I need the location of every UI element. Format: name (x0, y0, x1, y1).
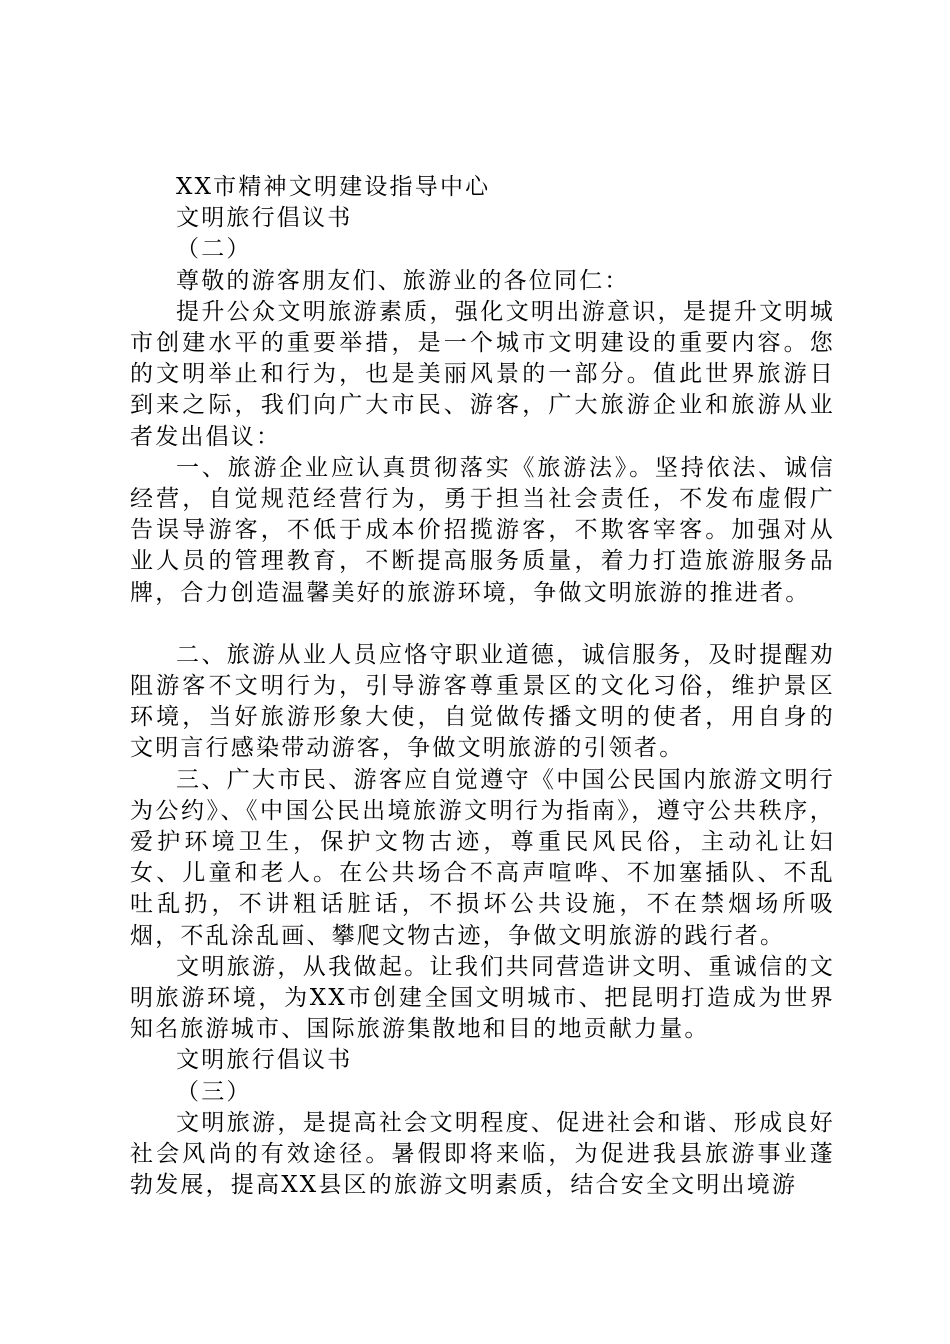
section-number: （二） (176, 236, 252, 263)
salutation: 尊敬的游客朋友们、旅游业的各位同仁： (176, 267, 630, 294)
paragraph-gap (130, 609, 835, 640)
body-paragraph: 提升公众文明旅游素质，强化文明出游意识，是提升文明城市创建水平的重要举措，是一个城市文明建设的重要内容。您的文明举止和行为，也是美丽风景的一部分。值此世界旅游日到来之际，我们向广大市民、游客，广大旅游企业和旅游从业者发出倡议： (130, 298, 835, 450)
document-body (130, 172, 835, 1202)
body-paragraph: 文明旅游，从我做起。让我们共同营造讲文明、重诚信的文明旅游环境，为XX市创建全国文明城市、把昆明打造成为世界知名旅游城市、国际旅游集散地和目的地贡献力量。 (130, 953, 835, 1043)
body-paragraph: 一、旅游企业应认真贯彻落实《旅游法》。坚持依法、诚信经营，自觉规范经营行为，勇于担当社会责任，不发布虚假广告误导游客，不低于成本价招揽游客，不欺客宰客。加强对从业人员的管理教育，不断提高服务质量，着力打造旅游服务品牌，合力创造温馨美好的旅游环境，争做文明旅游的推进者。 (130, 454, 835, 606)
body-paragraph: 文明旅游，是提高社会文明程度、促进社会和谐、形成良好社会风尚的有效途径。暑假即将来临，为促进我县旅游事业蓬勃发展，提高XX县区的旅游文明素质，结合安全文明出境游 (130, 1109, 835, 1199)
body-paragraph: 三、广大市民、游客应自觉遵守《中国公民国内旅游文明行为公约》、《中国公民出境旅游文明行为指南》，遵守公共秩序，爱护环境卫生，保护文物古迹，尊重民风民俗，主动礼让妇女、儿童和老人。在公共场合不高声喧哗、不加塞插队、不乱吐乱扔，不讲粗话脏话，不损坏公共设施，不在禁烟场所吸烟，不乱涂乱画、攀爬文物古迹，争做文明旅游的践行者。 (130, 766, 835, 949)
section-number: （三） (176, 1078, 252, 1105)
body-paragraph: 二、旅游从业人员应恪守职业道德，诚信服务，及时提醒劝阻游客不文明行为，引导游客尊重景区的文化习俗，维护景区环境，当好旅游形象大使，自觉做传播文明的使者，用自身的文明言行感染带动游客，争做文明旅游的引领者。 (130, 641, 835, 762)
issuer-line: XX市精神文明建设指导中心 (176, 174, 491, 200)
section-title: 文明旅行倡议书 (176, 205, 353, 232)
section-title: 文明旅行倡议书 (176, 1047, 353, 1074)
